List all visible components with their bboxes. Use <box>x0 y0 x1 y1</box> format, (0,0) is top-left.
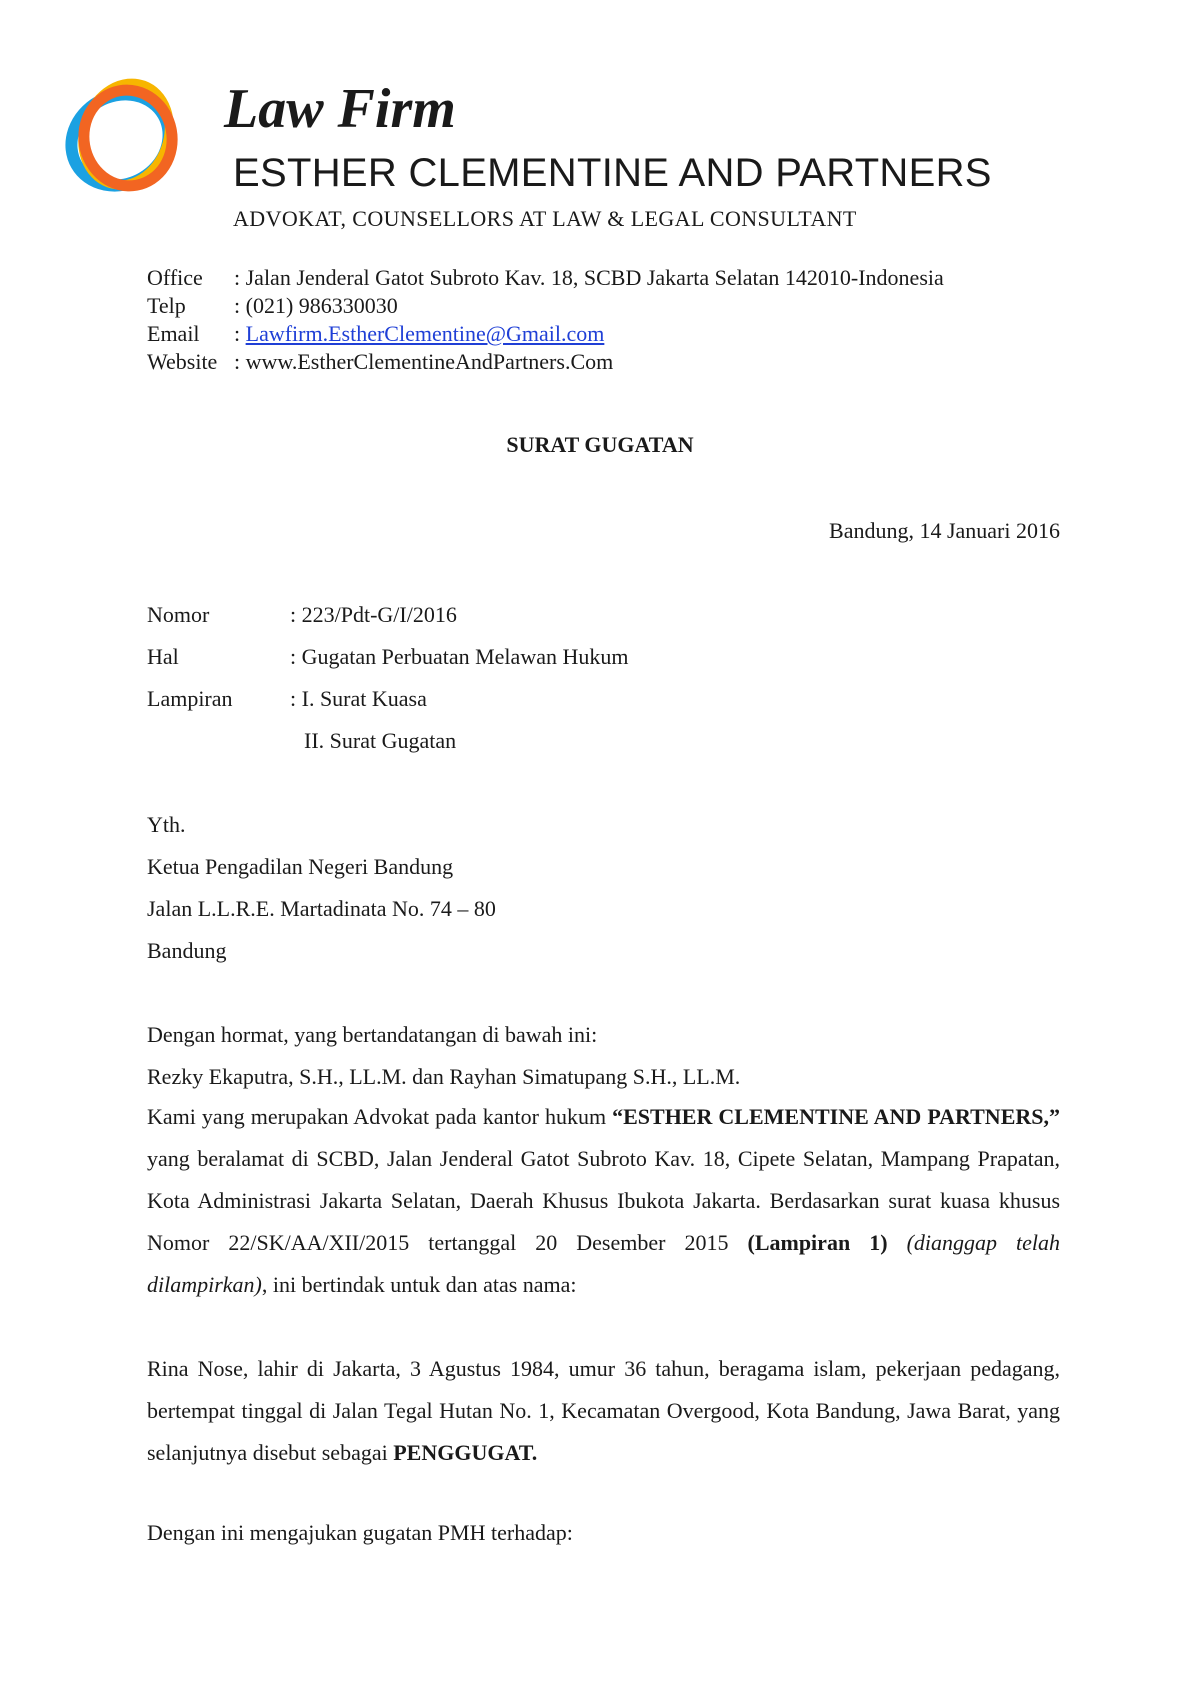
contact-telp <box>147 292 398 320</box>
addressee-line: Ketua Pengadilan Negeri Bandung <box>147 854 454 879</box>
attachment-note: (dianggap telah dilampirkan) <box>147 1230 1061 1297</box>
p2-text: Rina Nose, lahir di Jakarta, 3 Agustus 1984, umur 36 tahun, beragama islam, pekerjaan pedagang, bertempat tinggal di Jalan Tegal Hutan No. 1, Kecamatan Overgood, Kota Bandung, Jawa Barat, yang selanjutnya disebut sebagai <box>147 1356 1060 1465</box>
letter-heading: SURAT GUGATAN <box>506 432 694 457</box>
contact-office <box>147 264 944 292</box>
p1-text: , ini bertindak untuk dan atas nama: <box>261 1272 577 1297</box>
hal-value: : Gugatan Perbuatan Melawan Hukum <box>290 644 629 669</box>
contact-email <box>147 320 604 348</box>
meta-nomor <box>147 601 457 629</box>
meta-hal <box>147 643 628 671</box>
paragraph-plaintiff <box>147 1348 1060 1474</box>
plaintiff-label: PENGGUGAT. <box>393 1440 538 1465</box>
email-link[interactable]: Lawfirm.EstherClementine@Gmail.com <box>245 321 605 346</box>
lampiran-label: Lampiran <box>147 686 233 711</box>
firm-name-quote: “ESTHER CLEMENTINE AND PARTNERS,” <box>612 1104 1060 1129</box>
lampiran-value-2: II. Surat Gugatan <box>304 728 457 753</box>
closing-line: Dengan ini mengajukan gugatan PMH terhadap: <box>147 1520 573 1545</box>
p1-text: yang beralamat di SCBD, Jalan Jenderal Gatot Subroto Kav. 18, Cipete Selatan, Mampang Prapatan, Kota Administrasi Jakarta Selatan, Daerah Khusus Ibukota Jakarta. Berdasarkan surat kuasa khusus Nomor 22/SK/AA/XII/2015 tertanggal 20 Desember 2015 <box>147 1146 1060 1255</box>
law-firm-logo <box>58 72 188 202</box>
firm-tagline: ADVOKAT, COUNSELLORS AT LAW & LEGAL CONSULTANT <box>233 206 857 231</box>
lampiran-value-1: : I. Surat Kuasa <box>290 686 427 711</box>
addressee-line: Jalan L.L.R.E. Martadinata No. 74 – 80 <box>147 896 496 921</box>
greeting: Dengan hormat, yang bertandatangan di bawah ini: <box>147 1022 598 1047</box>
addressee-line: Yth. <box>147 812 186 837</box>
contact-website <box>147 348 613 376</box>
p1-space <box>888 1230 907 1255</box>
nomor-label: Nomor <box>147 602 210 627</box>
office-value: : Jalan Jenderal Gatot Subroto Kav. 18, SCBD Jakarta Selatan 142010-Indonesia <box>234 265 944 290</box>
website-value: : www.EstherClementineAndPartners.Com <box>234 349 614 374</box>
lampiran-ref: (Lampiran 1) <box>747 1230 888 1255</box>
meta-lampiran <box>147 685 427 713</box>
firm-name: ESTHER CLEMENTINE AND PARTNERS <box>233 151 992 195</box>
paragraph-representation <box>147 1096 1060 1306</box>
signers: Rezky Ekaputra, S.H., LL.M. dan Rayhan Simatupang S.H., LL.M. <box>147 1064 741 1089</box>
p1-text: Kami yang merupakan Advokat pada kantor hukum <box>147 1104 613 1129</box>
letter-date: Bandung, 14 Januari 2016 <box>829 518 1060 543</box>
hal-label: Hal <box>147 644 179 669</box>
telp-value: : (021) 986330030 <box>234 293 398 318</box>
nomor-value: : 223/Pdt-G/I/2016 <box>290 602 457 627</box>
law-firm-title: Law Firm <box>224 78 456 140</box>
addressee-line: Bandung <box>147 938 227 963</box>
email-separator: : <box>234 321 246 346</box>
email-label: Email <box>147 321 200 346</box>
website-label: Website <box>147 349 218 374</box>
telp-label: Telp <box>147 293 186 318</box>
office-label: Office <box>147 265 203 290</box>
